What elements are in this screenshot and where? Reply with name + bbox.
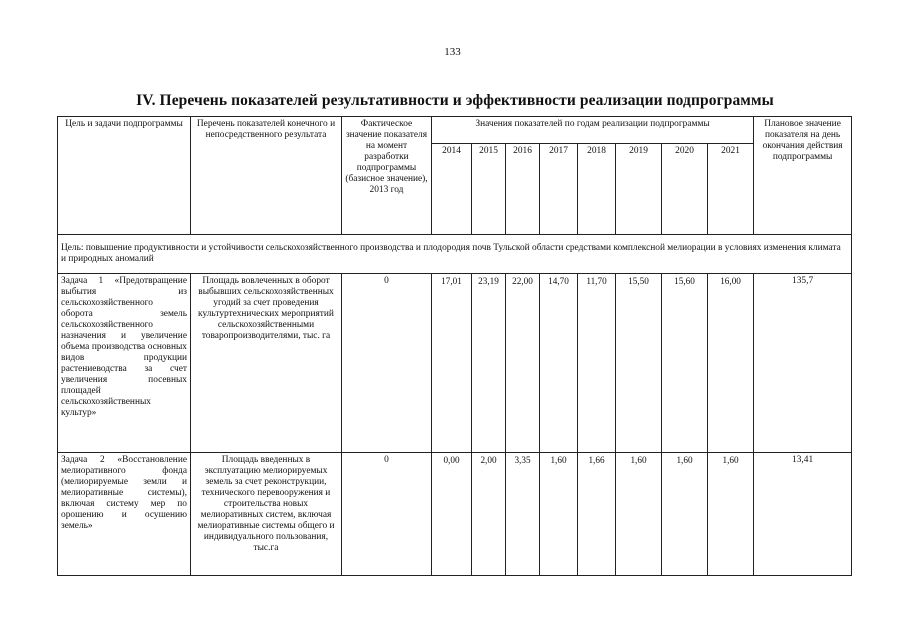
header-year: 2015	[472, 144, 506, 235]
table-row	[58, 453, 852, 576]
task-cell: Задача 2 «Восстановление мелиоративного фонда (мелиорируемые земли и мелиоративные системы), включая систему мер по орошению и осушению земель»	[58, 453, 191, 576]
page-number: 133	[444, 46, 461, 58]
header-planned: Плановое значение показателя на день окончания действия подпрограммы	[754, 117, 852, 235]
year-value-cell: 14,70	[540, 274, 578, 453]
indicator-cell: Площадь введенных в эксплуатацию мелиорируемых земель за счет реконструкции, технического перевооружения и строительства новых мелиоративных систем, включая мелиоративные системы общего и индивидуального пользования, тыс.га	[191, 453, 342, 576]
header-year: 2020	[662, 144, 708, 235]
header-year: 2014	[432, 144, 472, 235]
goal-row	[58, 235, 852, 274]
header-year: 2021	[708, 144, 754, 235]
indicators-table	[57, 116, 852, 576]
year-value-cell: 1,60	[708, 453, 754, 576]
header-year: 2018	[578, 144, 616, 235]
actual-value-cell: 0	[342, 274, 432, 453]
year-value-cell: 2,00	[472, 453, 506, 576]
header-year: 2016	[506, 144, 540, 235]
year-value-cell: 15,60	[662, 274, 708, 453]
goal-text: Цель: повышение продуктивности и устойчивости сельскохозяйственного производства и плодородия почв Тульской области средствами комплексной мелиорации в условиях изменения климата и природных аномалий	[58, 235, 852, 274]
header-year: 2017	[540, 144, 578, 235]
year-value-cell: 11,70	[578, 274, 616, 453]
year-value-cell: 1,60	[662, 453, 708, 576]
year-value-cell: 15,50	[616, 274, 662, 453]
indicator-cell: Площадь вовлеченных в оборот выбывших сельскохозяйственных угодий за счет проведения культуртехнических мероприятий сельскохозяйственными товаропроизводителями, тыс. га	[191, 274, 342, 453]
header-row	[58, 117, 852, 144]
actual-value-cell: 0	[342, 453, 432, 576]
year-value-cell: 23,19	[472, 274, 506, 453]
page-title: IV. Перечень показателей результативности и эффективности реализации подпрограммы	[136, 92, 774, 109]
year-value-cell: 16,00	[708, 274, 754, 453]
year-value-cell: 0,00	[432, 453, 472, 576]
header-actual: Фактическое значение показателя на момент разработки подпрограммы (базисное значение), 2013 год	[342, 117, 432, 235]
year-value-cell: 1,60	[616, 453, 662, 576]
header-goals: Цель и задачи подпрограммы	[58, 117, 191, 235]
header-year: 2019	[616, 144, 662, 235]
year-value-cell: 22,00	[506, 274, 540, 453]
header-yearly: Значения показателей по годам реализации подпрограммы	[432, 117, 754, 144]
year-value-cell: 3,35	[506, 453, 540, 576]
year-value-cell: 17,01	[432, 274, 472, 453]
year-value-cell: 1,66	[578, 453, 616, 576]
header-indicators: Перечень показателей конечного и непосредственного результата	[191, 117, 342, 235]
year-value-cell: 1,60	[540, 453, 578, 576]
planned-value-cell: 135,7	[754, 274, 852, 453]
task-cell: Задача 1 «Предотвращение выбытия из сельскохозяйственного оборота земель сельскохозяйственного назначения и увеличение объема производства основных видов продукции растениеводства за счет увеличения посевных площадей сельскохозяйственных культур»	[58, 274, 191, 453]
table-row	[58, 274, 852, 453]
planned-value-cell: 13,41	[754, 453, 852, 576]
